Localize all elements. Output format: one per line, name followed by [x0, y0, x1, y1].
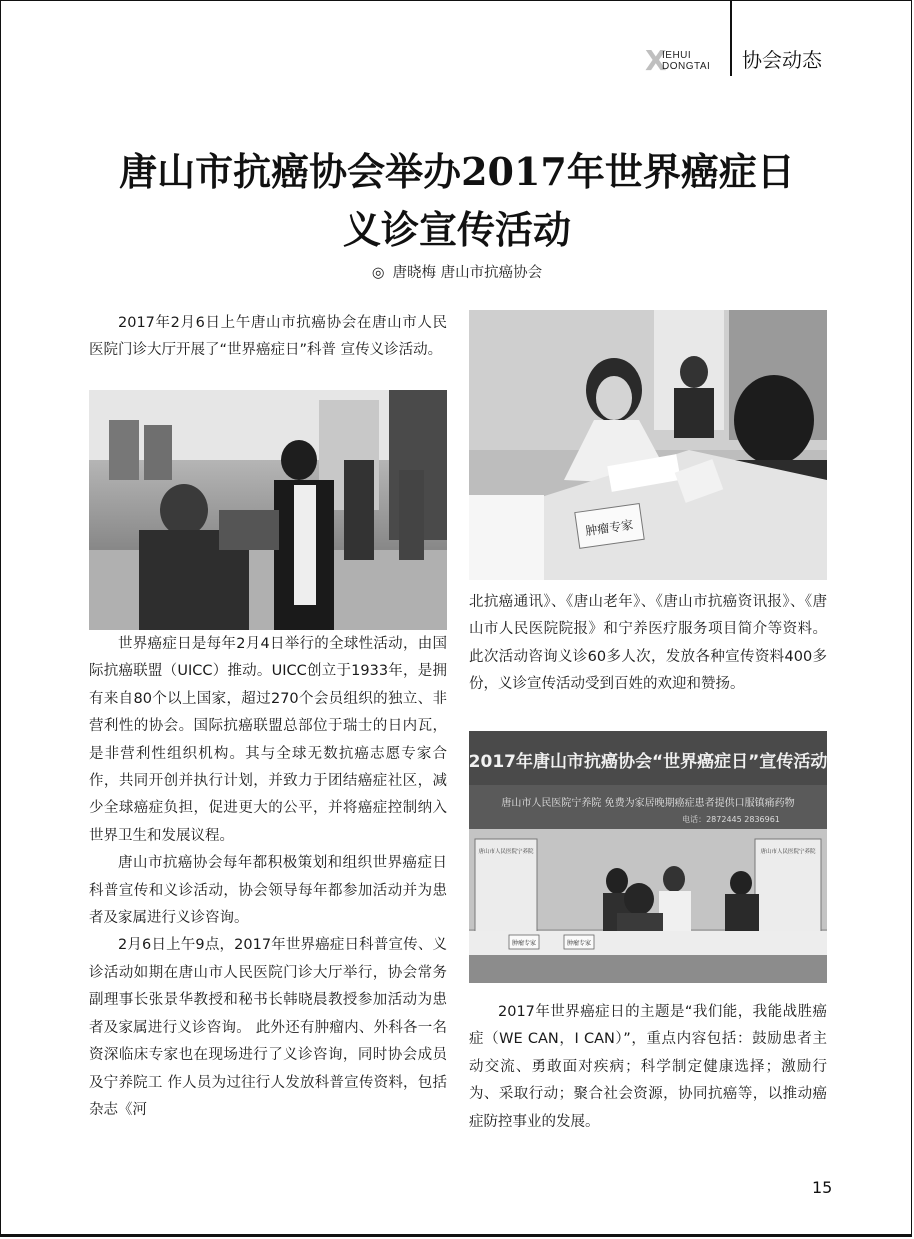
photo-banner-booth-image — [469, 731, 827, 983]
booth-sign-right: 肿瘤专家 — [566, 940, 592, 947]
section-logo — [645, 46, 725, 76]
paragraph: 北抗癌通讯》、《唐山老年》、《唐山市抗癌资讯报》、《唐山市人民医院院报》和宁养医疗服务项目简介等资料。此次活动咨询义诊60多人次，发放各种宣传资料400多份，义诊宣传活动受到百姓的欢迎和赞扬。 — [469, 594, 827, 693]
article-title — [60, 143, 854, 259]
photo-consultation — [469, 310, 827, 580]
right-column-continued — [469, 589, 827, 699]
sub-banner-text: 唐山市人民医院宁养院 免费为家居晚期癌症患者提供口服镇痛药物 — [501, 798, 795, 809]
poster-left-title: 唐山市人民医院宁养院 — [478, 849, 534, 855]
photo-consultation-image — [469, 310, 827, 580]
title-line-1: 唐山市抗癌协会举办2017年世界癌症日 — [119, 149, 795, 194]
banner-phone-text: 电话：2872445 2836961 — [682, 815, 780, 824]
paragraph: 唐山市抗癌协会每年都积极策划和组织世界癌症日科普宣传和义诊活动，协会领导每年都参加活动并为患者及家属进行义诊咨询。 — [89, 855, 447, 927]
paragraph: 2017年2月6日上午唐山市抗癌协会在唐山市人民医院门诊大厅开展了“世界癌症日”科普 宣传义诊活动。 — [89, 315, 447, 359]
logo-letter: X — [645, 44, 667, 77]
banner-text: 2017年唐山市抗癌协会“世界癌症日”宣传活动 — [469, 752, 827, 772]
photo-lobby-crowd — [89, 390, 447, 630]
header-divider — [730, 0, 732, 76]
right-column-theme — [469, 999, 827, 1136]
byline-text: 唐晓梅 唐山市抗癌协会 — [392, 265, 543, 281]
section-label: 协会动态 — [742, 48, 822, 72]
consultation-sign-text: 肿瘤专家 — [584, 517, 635, 539]
photo-lobby-crowd-image — [89, 390, 447, 630]
logo-line-2: DONGTAI — [662, 61, 711, 72]
paragraph: 2月6日上午9点，2017年世界癌症日科普宣传、义诊活动如期在唐山市人民医院门诊大厅举行，协会常务副理事长张景华教授和秘书长韩晓晨教授参加活动为患者及家属进行义诊咨询。 此外还有肿瘤内、外科各一名资深临床专家也在现场进行了义诊咨询，同时协会成员及宁养院工 作人员为过往行人发放科普宣传资料，包括杂志《河 — [89, 937, 447, 1118]
photo-banner-booth — [469, 731, 827, 983]
byline-mark: ◎ — [371, 265, 385, 281]
byline — [0, 262, 914, 284]
page-number: 15 — [812, 1178, 833, 1197]
left-column-body — [89, 631, 447, 1124]
booth-sign-left: 肿瘤专家 — [511, 940, 537, 947]
paragraph: 世界癌症日是每年2月4日举行的全球性活动，由国际抗癌联盟（UICC）推动。UICC创立于1933年，是拥有来自80个以上国家，超过270个会员组织的独立、非营利性的协会。国际抗癌联盟总部位于瑞士的日内瓦，是非营利性组织机构。其与全球无数抗癌志愿专家合作，共同开创并执行计划，并致力于团结癌症社区，减少全球癌症负担，促进更大的公平，并将癌症控制纳入世界卫生和发展议程。 — [89, 636, 447, 844]
logo-line-1: IEHUI — [662, 50, 692, 61]
bottom-rule — [1, 1234, 911, 1236]
poster-right-title: 唐山市人民医院宁养院 — [760, 849, 816, 855]
title-line-2: 义诊宣传活动 — [342, 207, 571, 252]
paragraph: 2017年世界癌症日的主题是“我们能，我能战胜癌症（WE CAN，I CAN）”，重点内容包括：鼓励患者主动交流、勇敢面对疾病；科学制定健康选择；激励行为、采取行动；聚合社会资源，协同抗癌等，以推动癌症防控事业的发展。 — [469, 1004, 827, 1130]
left-column-intro — [89, 310, 447, 365]
